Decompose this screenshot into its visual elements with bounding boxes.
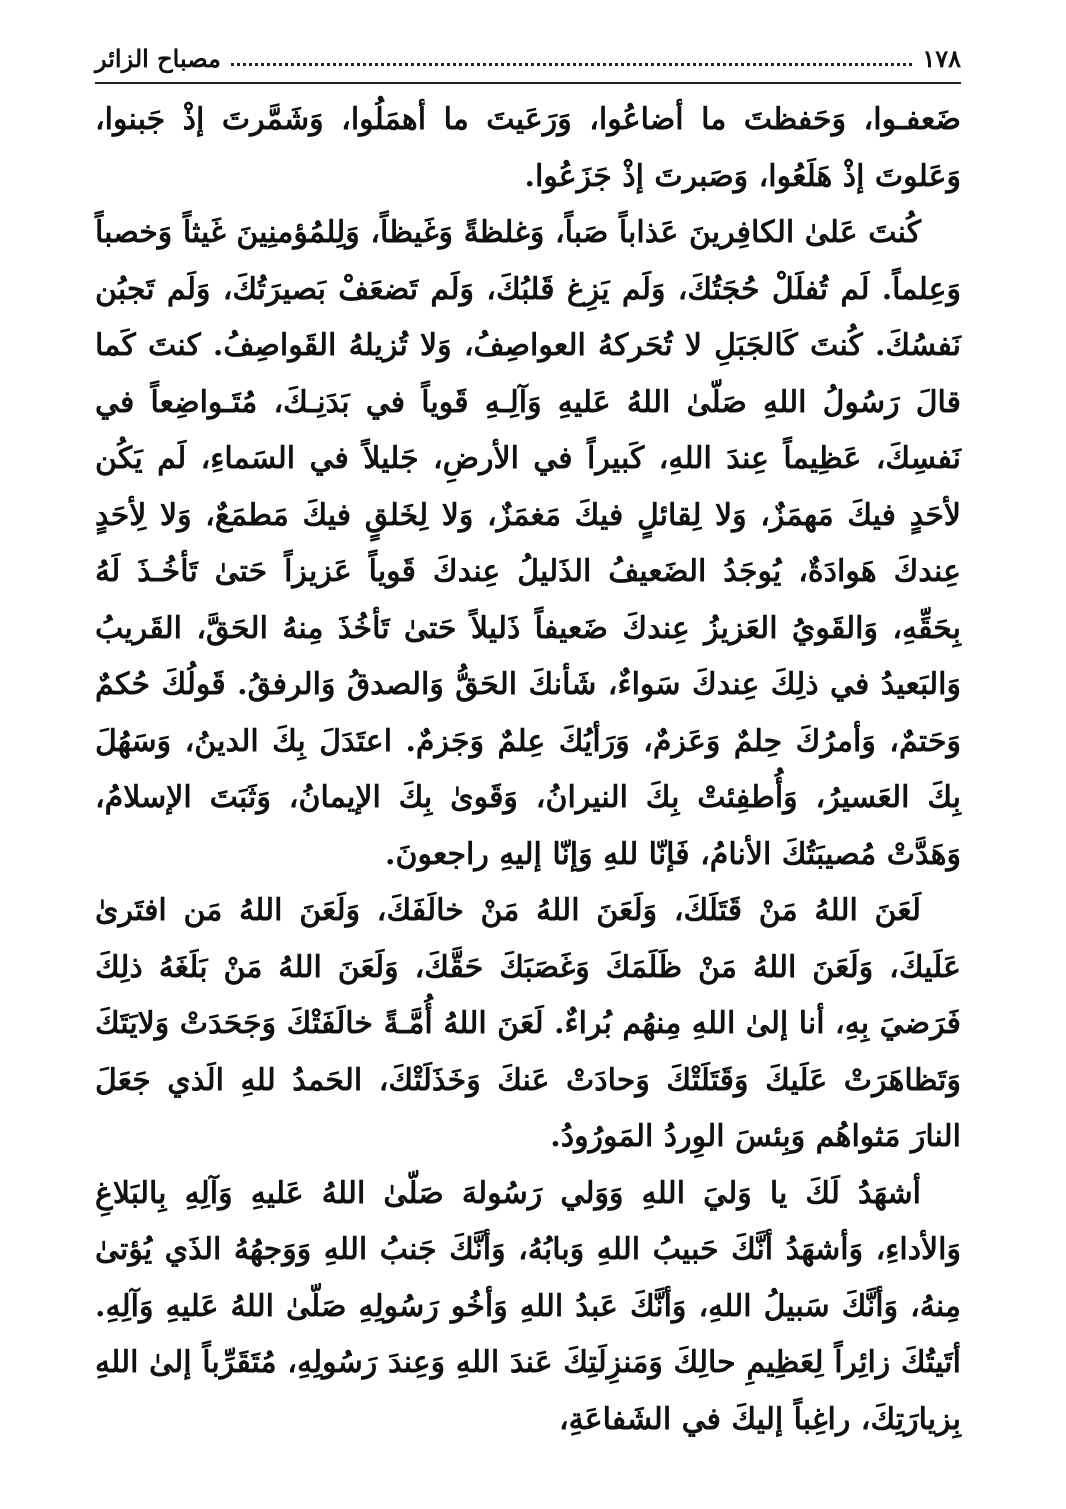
body-text [95,92,961,1448]
page-number: ١٧٨ [922,43,961,73]
paragraph: لَعَنَ اللهُ مَنْ قَتَلَكَ، وَلَعَنَ اللهُ مَنْ خالَفَكَ، وَلَعَنَ اللهُ مَن افتَرىٰ عَلَيكَ، وَلَعَنَ اللهُ مَنْ ظَلَمَكَ وَغَصَبَكَ حَقَّكَ، وَلَعَنَ اللهُ مَنْ بَلَغَهُ ذلِكَ فَرَضيَ بِهِ، أنا إلىٰ اللهِ مِنهُم بُراءٌ. لَعَنَ اللهُ أُمَّـةً خالَفَتْكَ وَجَحَدَتْ وَلايَتَكَ وَتَظاهَرَتْ عَلَيكَ وَقَتَلَتْكَ وَحادَتْ عَنكَ وَخَذَلَتْكَ، الحَمدُ للهِ الَذي جَعَلَ النارَ مَثواهُم وَبِئسَ الوِردُ المَورُودُ. [95,893,961,1154]
header-rule [95,82,961,84]
book-title: مصباح الزائر [95,43,221,73]
dotted-leader [231,63,912,66]
running-header [95,38,961,78]
paragraph: كُنتَ عَلىٰ الكافِرينَ عَذاباً صَباً، وَغلظةً وَغَيظاً، وَلِلمُؤمنِينَ غَيثاً وَخصباً وَعِلماً. لَم تُفلَلْ حُجَتُكَ، وَلَم يَزِغ قَلبُكَ، وَلَم تَضعَفْ بَصيرَتُكَ، وَلَم تَجبُن نَفسُكَ. كُنتَ كَالجَبَلِ لا تُحَركهُ العواصِفُ، وَلا تُزيلهُ القَواصِفُ. كنتَ كَما قالَ رَسُولُ اللهِ صَلّىٰ اللهُ عَليهِ وَآلِـهِ قَوياً في بَدَنِـكَ، مُتَـواضِعاً في نَفسِكَ، عَظِيماً عِندَ اللهِ، كَبيراً في الأرضِ، جَليلاً في السَماءِ، لَم يَكُن لأحَدٍ فيكَ مَهمَزٌ، وَلا لِقائلٍ فيكَ مَغمَزٌ، وَلا لِخَلقٍ فيكَ مَطمَعٌ، وَلا لِأحَدٍ عِندكَ هَوادَةٌ، يُوجَدُ الضَعيفُ الذَليلُ عِندكَ قَوياً عَزيزاً حَتىٰ تَأخُـذَ لَهُ بِحَقِّهِ، وَالقَويُ العَزيزُ عِندكَ ضَعيفاً ذَليلاً حَتىٰ تَأخُذَ مِنهُ الحَقَّ، القَريبُ وَالبَعيدُ في ذلِكَ عِندكَ سَواءٌ، شَأنكَ الحَقُّ وَالصدقُ وَالرفقُ. قَولُكَ حُكمٌ وَحَتمٌ، وَأمرُكَ حِلمٌ وَعَزمٌ، وَرَأيُكَ عِلمٌ وَجَزمٌ. اعتَدَلَ بِكَ الدينُ، وَسَهُلَ بِكَ العَسيرُ، وَأُطفِئتْ بِكَ النيرانُ، وَقَوىٰ بِكَ الإيمانُ، وَثَبَتَ الإسلامُ، وَهَدَّتْ مُصيبَتُكَ الأنامُ، فَإنّا للهِ وَإنّا إليهِ راجعونَ. [95,215,961,872]
paragraph: ضَعفـوا، وَحَفظتَ ما أضاعُوا، وَرَعَيتَ ما أهمَلُوا، وَشَمَّرتَ إذْ جَبنوا، وَعَلوتَ إذْ هَلَعُوا، وَصَبرتَ إذْ جَزَعُوا. [95,102,961,194]
paragraph: أشهَدُ لَكَ يا وَليَ اللهِ وَوَلي رَسُولهَ صَلّىٰ اللهُ عَليهِ وَآلِهِ بِالبَلاغِ وَالأداءِ، وَأشهَدُ أنَّكَ حَبيبُ اللهِ وَبابُهُ، وَأنَّكَ جَنبُ اللهِ وَوَجهُهُ الذَي يُؤتىٰ مِنهُ، وَأنَّكَ سَبيلُ اللهِ، وَأنَّكَ عَبدُ اللهِ وَأخُو رَسُولِهِ صَلّىٰ اللهُ عَليهِ وَآلِهِ. أتَيتُكَ زائِراً لِعَظِيمِ حالِكَ وَمَنزِلَتِكَ عَندَ اللهِ وَعِندَ رَسُولِهِ، مُتَقَرِّباً إلىٰ اللهِ بِزيارَتِكَ، راغِباً إليكَ في الشَفاعَةِ، [95,1175,961,1437]
